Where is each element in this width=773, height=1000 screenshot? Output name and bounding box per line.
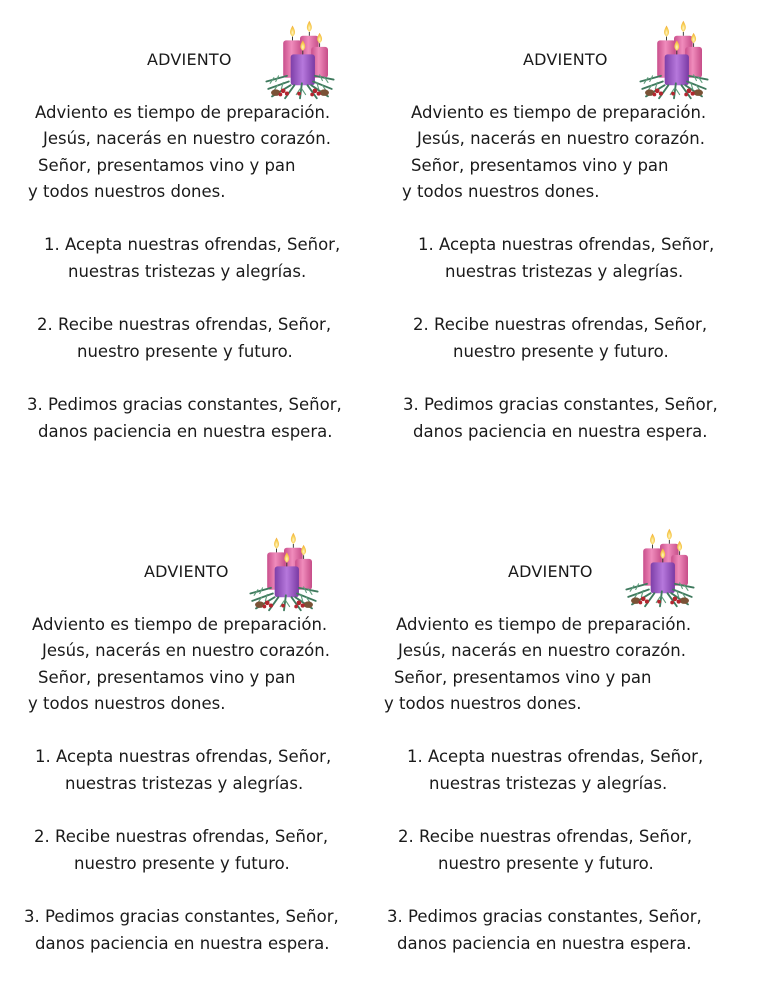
verse-line: Señor, presentamos vino y pan [411, 156, 669, 175]
card-title: ADVIENTO [508, 562, 593, 581]
advent-candles-icon [634, 18, 714, 102]
verse-line: 2. Recibe nuestras ofrendas, Señor, [413, 315, 708, 334]
verse-line: Jesús, nacerás en nuestro corazón. [417, 129, 705, 148]
verse-line: nuestro presente y futuro. [74, 854, 290, 873]
advent-candles-icon [260, 18, 340, 102]
verse-line: 2. Recibe nuestras ofrendas, Señor, [398, 827, 693, 846]
verse-line: y todos nuestros dones. [28, 182, 226, 201]
verse-line: Jesús, nacerás en nuestro corazón. [43, 129, 331, 148]
song-card-top-left [22, 18, 372, 458]
verse-line: nuestras tristezas y alegrías. [65, 774, 304, 793]
verse-line: y todos nuestros dones. [384, 694, 582, 713]
verse-line: nuestro presente y futuro. [438, 854, 654, 873]
verse-line: Jesús, nacerás en nuestro corazón. [42, 641, 330, 660]
verse-line: Adviento es tiempo de preparación. [411, 103, 707, 122]
verse-line: 2. Recibe nuestras ofrendas, Señor, [34, 827, 329, 846]
verse-line: nuestro presente y futuro. [77, 342, 293, 361]
verse-line: 1. Acepta nuestras ofrendas, Señor, [418, 235, 715, 254]
verse-line: Adviento es tiempo de preparación. [32, 615, 328, 634]
verse-line: nuestras tristezas y alegrías. [68, 262, 307, 281]
verse-line: danos paciencia en nuestra espera. [413, 422, 708, 441]
verse-line: nuestro presente y futuro. [453, 342, 669, 361]
verse-line: 2. Recibe nuestras ofrendas, Señor, [37, 315, 332, 334]
verse-line: 1. Acepta nuestras ofrendas, Señor, [35, 747, 332, 766]
card-title: ADVIENTO [523, 50, 608, 69]
verse-line: Jesús, nacerás en nuestro corazón. [398, 641, 686, 660]
verse-line: y todos nuestros dones. [28, 694, 226, 713]
verse-line: 1. Acepta nuestras ofrendas, Señor, [407, 747, 704, 766]
verse-line: danos paciencia en nuestra espera. [397, 934, 692, 953]
verse-line: danos paciencia en nuestra espera. [35, 934, 330, 953]
verse-line: nuestras tristezas y alegrías. [445, 262, 684, 281]
card-title: ADVIENTO [144, 562, 229, 581]
song-card-top-right [398, 18, 748, 458]
advent-candles-icon [244, 530, 324, 614]
verse-line: danos paciencia en nuestra espera. [38, 422, 333, 441]
verse-line: Señor, presentamos vino y pan [38, 156, 296, 175]
verse-line: 3. Pedimos gracias constantes, Señor, [27, 395, 342, 414]
song-card-bottom-right [382, 530, 732, 970]
verse-line: Señor, presentamos vino y pan [38, 668, 296, 687]
verse-line: Señor, presentamos vino y pan [394, 668, 652, 687]
verse-line: 1. Acepta nuestras ofrendas, Señor, [44, 235, 341, 254]
verse-line: Adviento es tiempo de preparación. [35, 103, 331, 122]
verse-line: 3. Pedimos gracias constantes, Señor, [403, 395, 718, 414]
verse-line: 3. Pedimos gracias constantes, Señor, [387, 907, 702, 926]
verse-line: 3. Pedimos gracias constantes, Señor, [24, 907, 339, 926]
verse-line: y todos nuestros dones. [402, 182, 600, 201]
advent-candles-icon [620, 526, 700, 610]
verse-line: Adviento es tiempo de preparación. [396, 615, 692, 634]
card-title: ADVIENTO [147, 50, 232, 69]
song-card-bottom-left [22, 530, 372, 970]
verse-line: nuestras tristezas y alegrías. [429, 774, 668, 793]
